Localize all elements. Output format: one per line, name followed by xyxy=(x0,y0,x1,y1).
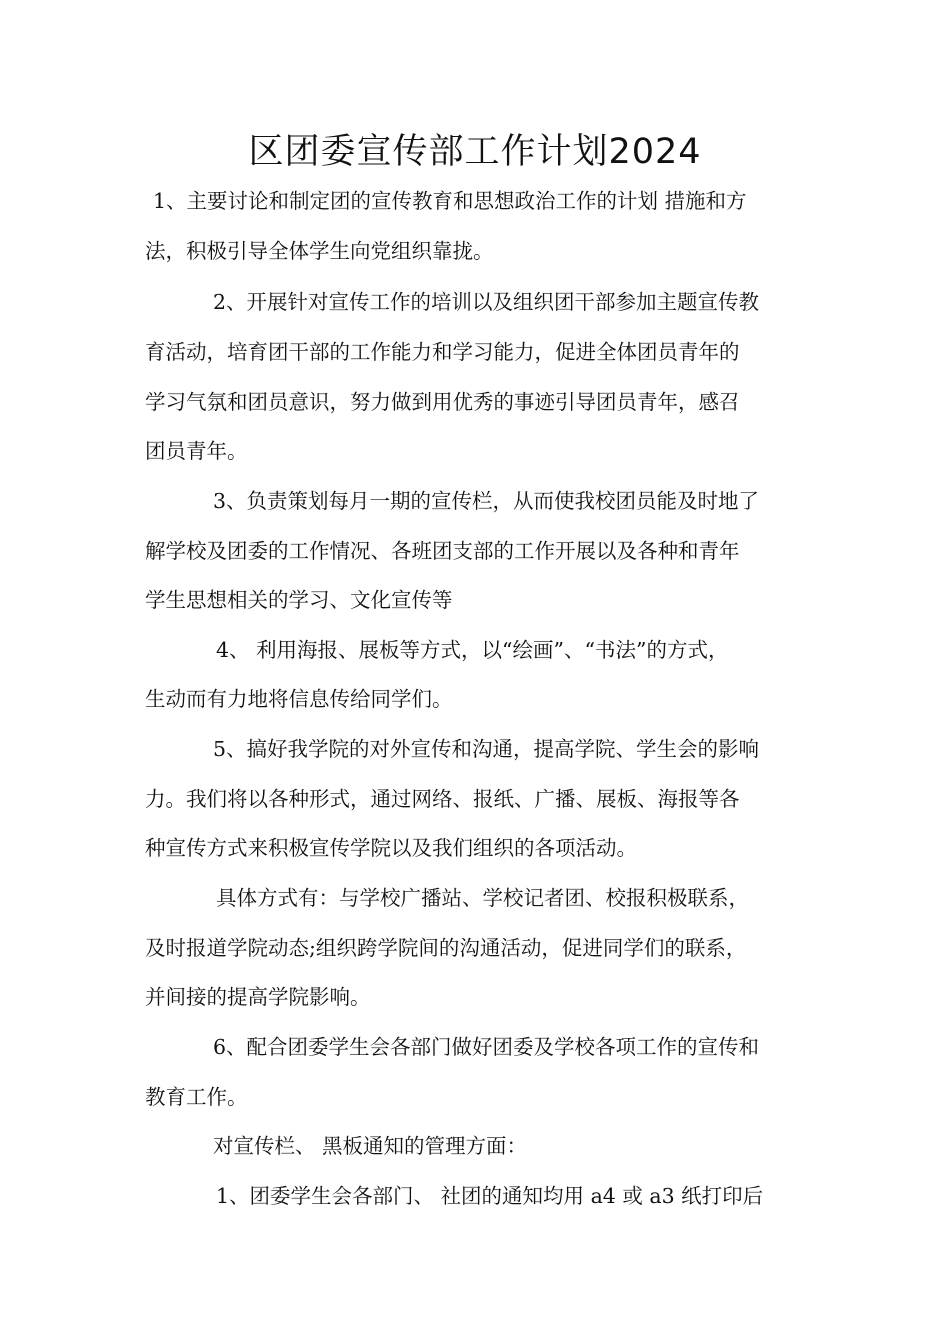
text-line: 1、团委学生会各部门、 社团的通知均用 a4 或 a3 纸打印后 xyxy=(216,1184,764,1208)
text-line: 法，积极引导全体学生向党组织靠拢。 xyxy=(145,239,494,263)
text-line: 1、主要讨论和制定团的宣传教育和思想政治工作的计划 措施和方 xyxy=(153,189,747,213)
text-line: 6、配合团委学生会各部门做好团委及学校各项工作的宣传和 xyxy=(213,1035,760,1059)
text-line: 团员青年。 xyxy=(145,439,248,463)
text-line: 学生思想相关的学习、文化宣传等 xyxy=(145,588,453,612)
text-line: 学习气氛和团员意识，努力做到用优秀的事迹引导团员青年，感召 xyxy=(145,390,740,414)
document-title: 区团委宣传部工作计划2024 xyxy=(248,132,702,172)
text-line: 4、 利用海报、展板等方式，以“绘画”、“书法”的方式， xyxy=(216,638,729,662)
text-line: 教育工作。 xyxy=(145,1085,248,1109)
text-line: 并间接的提高学院影响。 xyxy=(145,985,371,1009)
text-line: 解学校及团委的工作情况、各班团支部的工作开展以及各种和青年 xyxy=(145,539,740,563)
text-line: 力。我们将以各种形式，通过网络、报纸、广播、展板、海报等各 xyxy=(145,787,740,811)
text-line: 及时报道学院动态;组织跨学院间的沟通活动，促进同学们的联系， xyxy=(145,936,747,960)
text-line: 对宣传栏、 黑板通知的管理方面： xyxy=(213,1134,528,1158)
text-line: 生动而有力地将信息传给同学们。 xyxy=(145,687,453,711)
text-line: 育活动，培育团干部的工作能力和学习能力，促进全体团员青年的 xyxy=(145,340,740,364)
text-line: 3、负责策划每月一期的宣传栏，从而使我校团员能及时地了 xyxy=(213,489,760,513)
text-line: 具体方式有：与学校广播站、学校记者团、校报积极联系， xyxy=(216,886,749,910)
text-line: 2、开展针对宣传工作的培训以及组织团干部参加主题宣传教 xyxy=(213,290,760,314)
text-line: 5、搞好我学院的对外宣传和沟通，提高学院、学生会的影响 xyxy=(213,737,760,761)
text-line: 种宣传方式来积极宣传学院以及我们组织的各项活动。 xyxy=(145,836,637,860)
